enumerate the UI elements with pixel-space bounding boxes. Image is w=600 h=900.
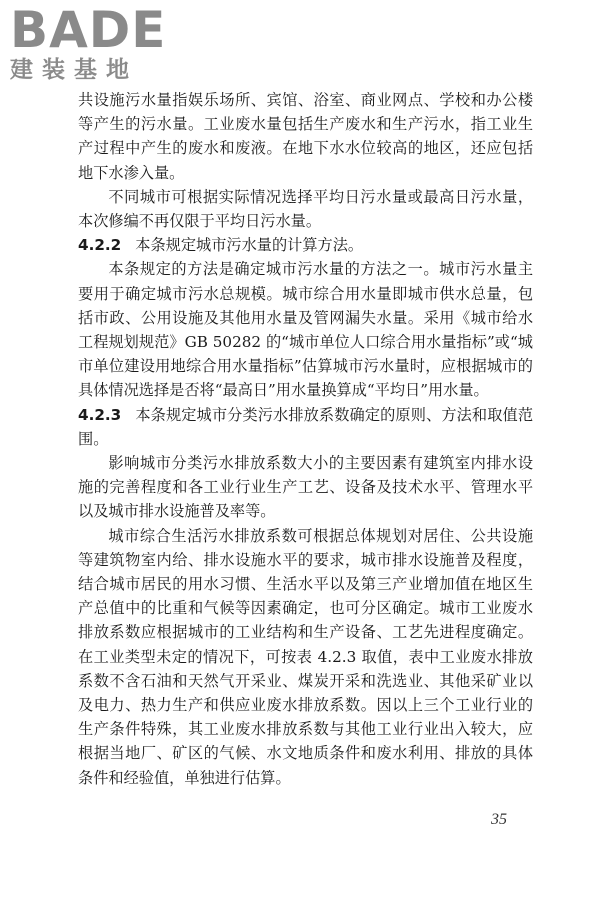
page-body — [78, 88, 533, 790]
clause-number: 4.2.2 — [78, 236, 122, 255]
clause-title: 本条规定城市分类污水排放系数确定的原则、方法和取值范围。 — [78, 405, 533, 448]
paragraph — [78, 88, 533, 185]
paragraph — [78, 451, 533, 524]
paragraph-text: 共设施污水量指娱乐场所、宾馆、浴室、商业网点、学校和办公楼等产生的污水量。工业废水量包括生产废水和生产污水，指工业生产过程中产生的废水和废液。在地下水水位较高的地区，还应包括地下水渗入量。 — [78, 91, 533, 182]
bade-logo — [10, 1, 175, 86]
paragraph — [78, 257, 533, 402]
paragraph-text: 本条规定的方法是确定城市污水量的方法之一。城市污水量主要用于确定城市污水总规模。城市综合用水量即城市供水总量，包括市政、公用设施及其他用水量及管网漏失水量。采用《城市给水工程规划规范》GB 50282 的“城市单位人口综合用水量指标”或“城市单位建设用地综合用水量指标”估算城市污水量时，应根据城市的具体情况选择是否将“最高日”用水量换算成“平均日”用水量。 — [78, 260, 533, 400]
logo-wordmark: BADE — [10, 1, 167, 59]
paragraph-text: 影响城市分类污水排放系数大小的主要因素有建筑室内排水设施的完善程度和各工业行业生产工艺、设备及技术水平、管理水平以及城市排水设施普及率等。 — [78, 454, 533, 521]
logo-subtitle: 建装基地 — [10, 57, 138, 83]
clause-heading — [78, 403, 533, 451]
page-number: 35 — [491, 811, 507, 828]
clause-title: 本条规定城市污水量的计算方法。 — [135, 236, 364, 255]
clause-number: 4.2.3 — [78, 405, 122, 424]
paragraph-text: 城市综合生活污水排放系数可根据总体规划对居住、公共设施等建筑物室内给、排水设施水平的要求，城市排水设施普及程度，结合城市居民的用水习惯、生活水平以及第三产业增加值在地区生产总值中的比重和气候等因素确定，也可分区确定。城市工业废水排放系数应根据城市的工业结构和生产设备、工艺先进程度确定。在工业类型未定的情况下，可按表 4.2.3 取值，表中工业废水排放系数不含石油和天然气开采业、煤炭开采和洗选业、其他采矿业以及电力、热力生产和供应业废水排放系数。因以上三个工业行业的生产条件特殊，其工业废水排放系数与其他工业行业出入较大，应根据当地厂、矿区的气候、水文地质条件和废水利用、排放的具体条件和经验值，单独进行估算。 — [78, 526, 533, 787]
paragraph — [78, 185, 533, 233]
clause-heading — [78, 233, 533, 257]
paragraph — [78, 524, 533, 790]
paragraph-text: 不同城市可根据实际情况选择平均日污水量或最高日污水量，本次修编不再仅限于平均日污水量。 — [78, 187, 533, 231]
